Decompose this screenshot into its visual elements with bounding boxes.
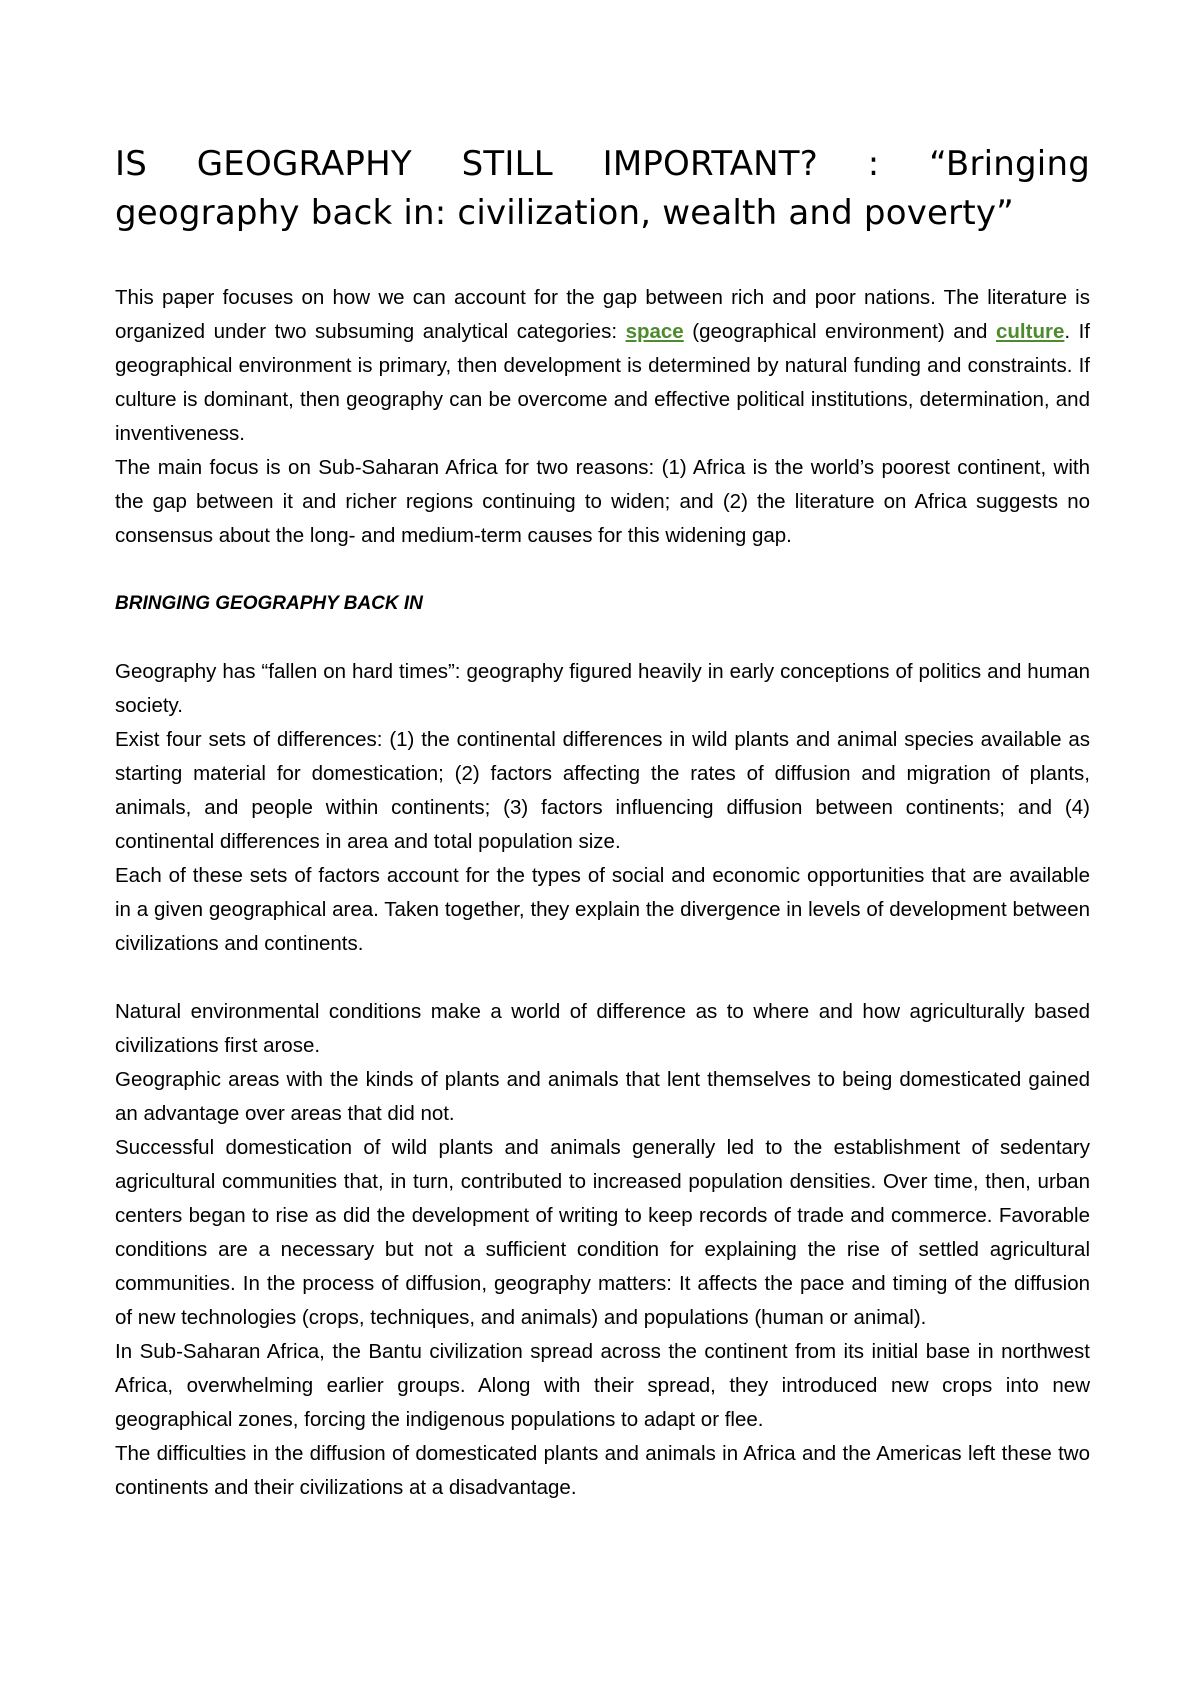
document-title: IS GEOGRAPHY STILL IMPORTANT? : “Bringing geography back in: civilization, wealth and poverty” [115,144,1090,233]
section2-paragraph: Natural environmental conditions make a world of difference as to where and how agriculturally based civilizations first arose. [115,1000,1090,1057]
intro-text-3: . If geographical environment is primary, then development is determined by natural funding and constraints. If culture is dominant, then geography can be overcome and effective political institutions, determination, and inventiveness. [115,320,1090,445]
document-page [115,140,1090,1505]
section1-paragraph: Exist four sets of differences: (1) the continental differences in wild plants and animal species available as starting material for domestication; (2) factors affecting the rates of diffusion and migration of plants, animals, and people within continents; (3) factors influencing diffusion between continents; and (4) continental differences in area and total population size. [115,728,1090,853]
section2-paragraph: In Sub-Saharan Africa, the Bantu civilization spread across the continent from its initial base in northwest Africa, overwhelming earlier groups. Along with their spread, they introduced new crops into new geographical zones, forcing the indigenous populations to adapt or flee. [115,1340,1090,1431]
section1-paragraph: Geography has “fallen on hard times”: geography figured heavily in early conceptions of politics and human society. [115,660,1090,717]
section2-paragraph: Successful domestication of wild plants and animals generally led to the establishment of sedentary agricultural communities that, in turn, contributed to increased population densities. Over time, then, urban centers began to rise as did the development of writing to keep records of trade and commerce. Favorable conditions are a necessary but not a sufficient condition for explaining the rise of settled agricultural communities. In the process of diffusion, geography matters: It affects the pace and timing of the diffusion of new technologies (crops, techniques, and animals) and populations (human or animal). [115,1136,1090,1329]
intro-text-2: (geographical environment) and [683,320,996,343]
intro-text-1: This paper focuses on how we can account for the gap between rich and poor nations. The literature is organized under two subsuming analytical categories: [115,286,1090,343]
section2-paragraph: The difficulties in the diffusion of domesticated plants and animals in Africa and the Americas left these two continents and their civilizations at a disadvantage. [115,1442,1090,1499]
intro-paragraph-2: The main focus is on Sub-Saharan Africa for two reasons: (1) Africa is the world’s poorest continent, with the gap between it and richer regions continuing to widen; and (2) the literature on Africa suggests no consensus about the long- and medium-term causes for this widening gap. [115,456,1090,547]
section2-paragraph: Geographic areas with the kinds of plants and animals that lent themselves to being domesticated gained an advantage over areas that did not. [115,1068,1090,1125]
space-link[interactable]: space [625,320,684,343]
paragraph-spacer [115,961,1090,995]
intro-paragraph-1 [115,281,1090,451]
culture-link[interactable]: culture [996,320,1065,343]
section1-paragraph: Each of these sets of factors account for the types of social and economic opportunities that are available in a given geographical area. Taken together, they explain the divergence in levels of development between civilizations and continents. [115,864,1090,955]
section-heading: BRINGING GEOGRAPHY BACK IN [115,593,423,614]
